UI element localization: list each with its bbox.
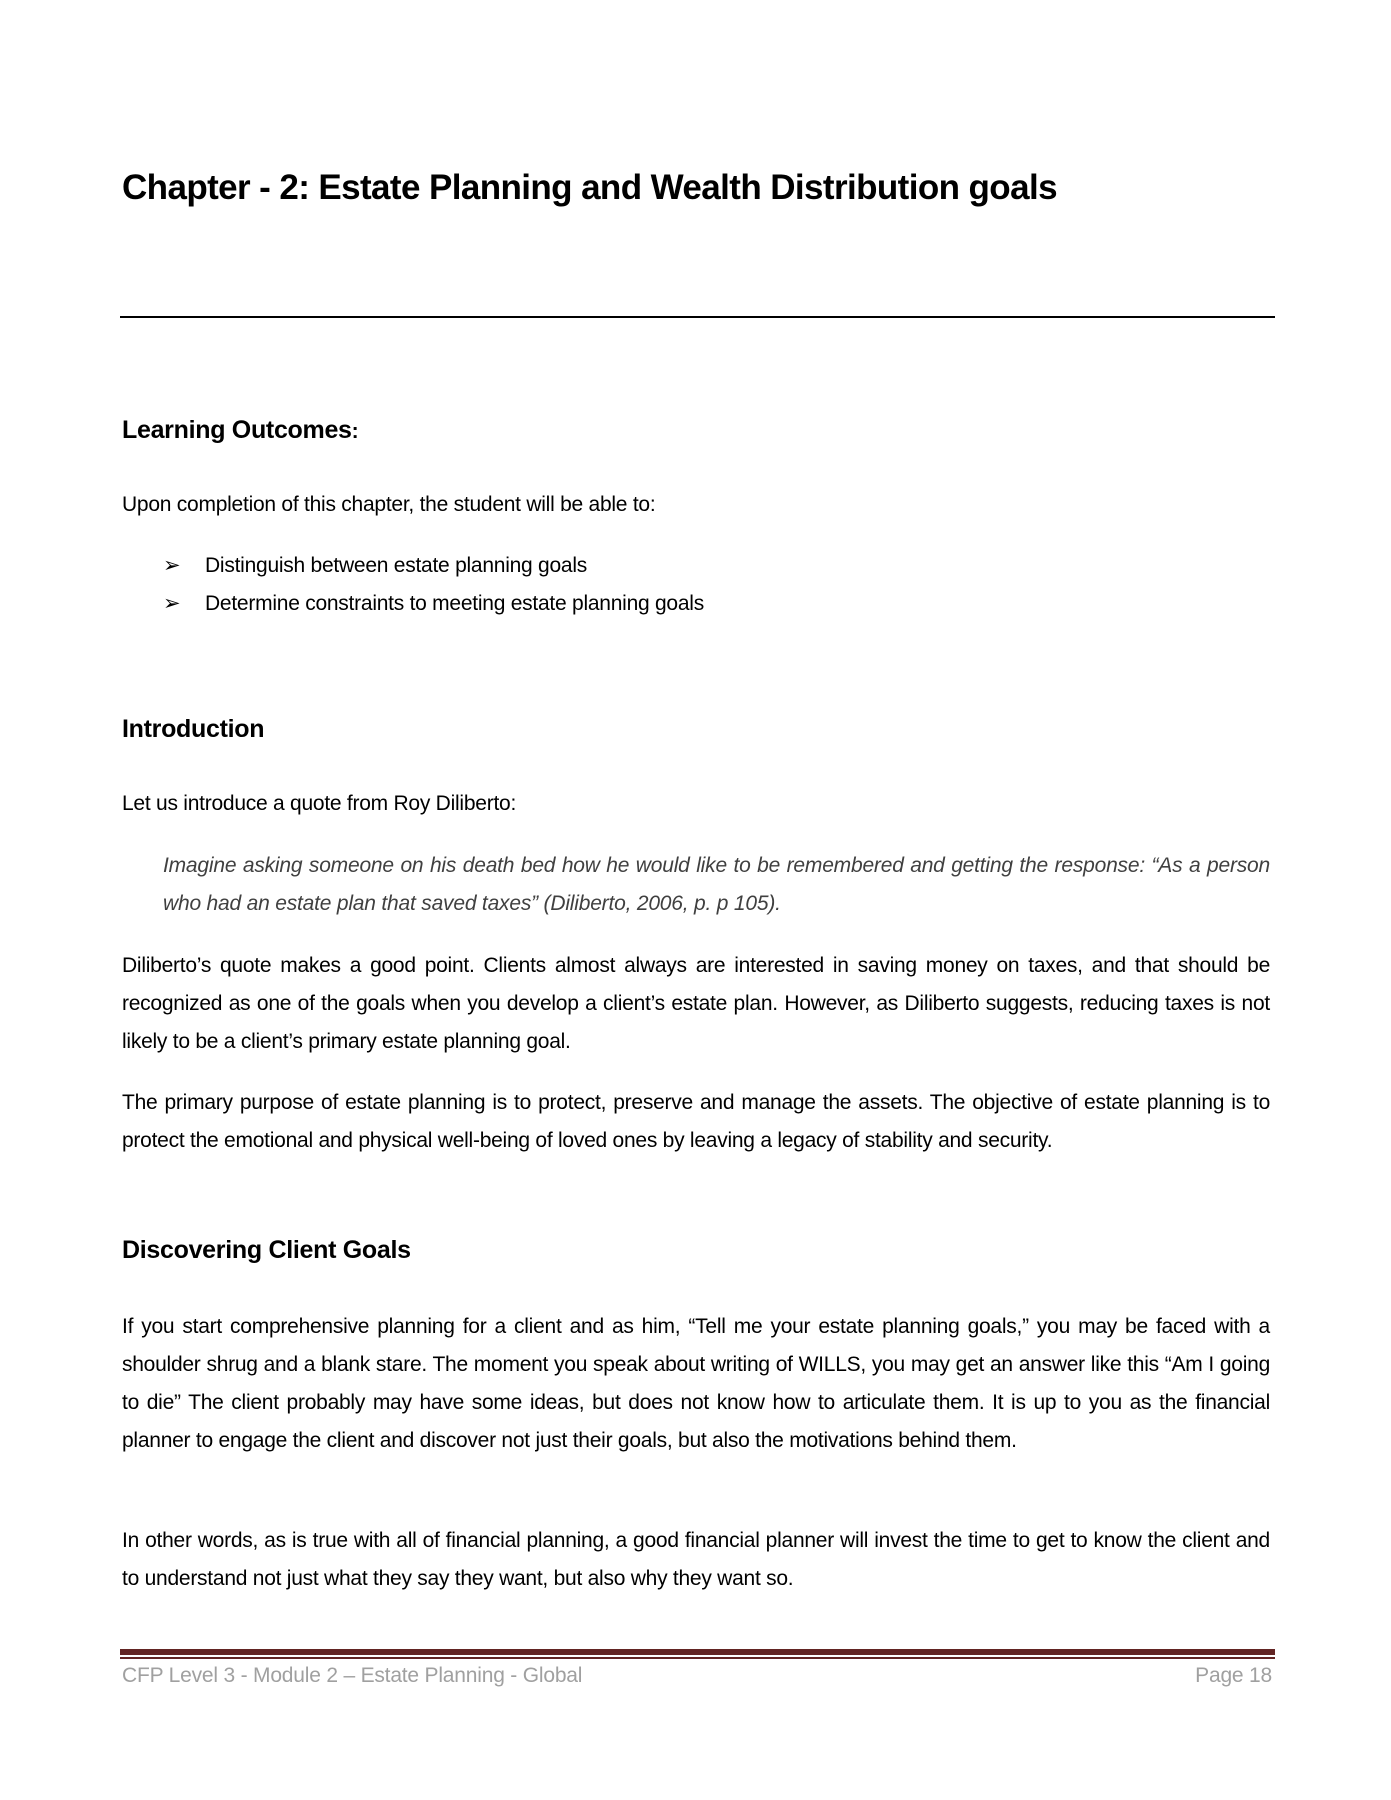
- footer-module-title: CFP Level 3 - Module 2 – Estate Planning - Global: [122, 1664, 583, 1687]
- discovering-heading: Discovering Client Goals: [122, 1236, 411, 1264]
- footer-bar: [120, 1649, 1275, 1655]
- block-quote: Imagine asking someone on his death bed how he would like to be remembered and getting the response: “As a person who had an estate plan that saved taxes” (Diliberto, 2006, p. p 105).: [163, 854, 1270, 915]
- paragraph: In other words, as is true with all of financial planning, a good financial planner will invest the time to get to know the client and to understand not just what they say they want, but also why they want so.: [122, 1529, 1270, 1590]
- list-item: [163, 585, 704, 623]
- heading-text: Learning Outcomes: [122, 416, 352, 444]
- arrowhead-bullet-icon: ➢: [163, 592, 181, 615]
- list-item: [163, 547, 587, 585]
- footer-bar-thin: [120, 1657, 1275, 1659]
- learning-outcomes-heading: [122, 416, 358, 445]
- paragraph: If you start comprehensive planning for a client and as him, “Tell me your estate planning goals,” you may be faced with a shoulder shrug and a blank stare. The moment you speak about writing of WILLS, you may get an answer like this “Am I going to die” The client probably may have some ideas, but does not know how to articulate them. It is up to you as the financial planner to engage the client and discover not just their goals, but also the motivations behind them.: [122, 1315, 1270, 1452]
- list-item-text: Determine constraints to meeting estate planning goals: [205, 592, 704, 615]
- chapter-title: Chapter - 2: Estate Planning and Wealth Distribution goals: [122, 168, 1057, 207]
- outcomes-intro: Upon completion of this chapter, the student will be able to:: [122, 493, 656, 516]
- page-number: Page 18: [1195, 1664, 1272, 1687]
- paragraph: Diliberto’s quote makes a good point. Clients almost always are interested in saving money on taxes, and that should be recognized as one of the goals when you develop a client’s estate plan. However, as Diliberto suggests, reducing taxes is not likely to be a client’s primary estate planning goal.: [122, 954, 1270, 1053]
- paragraph: The primary purpose of estate planning is to protect, preserve and manage the assets. The objective of estate planning is to protect the emotional and physical well-being of loved ones by leaving a legacy of stability and security.: [122, 1091, 1270, 1152]
- intro-lead: Let us introduce a quote from Roy Diliberto:: [122, 792, 517, 815]
- heading-colon: :: [351, 420, 359, 443]
- title-divider: [120, 316, 1275, 318]
- arrowhead-bullet-icon: ➢: [163, 554, 181, 577]
- introduction-heading: Introduction: [122, 715, 265, 743]
- list-item-text: Distinguish between estate planning goals: [205, 554, 588, 577]
